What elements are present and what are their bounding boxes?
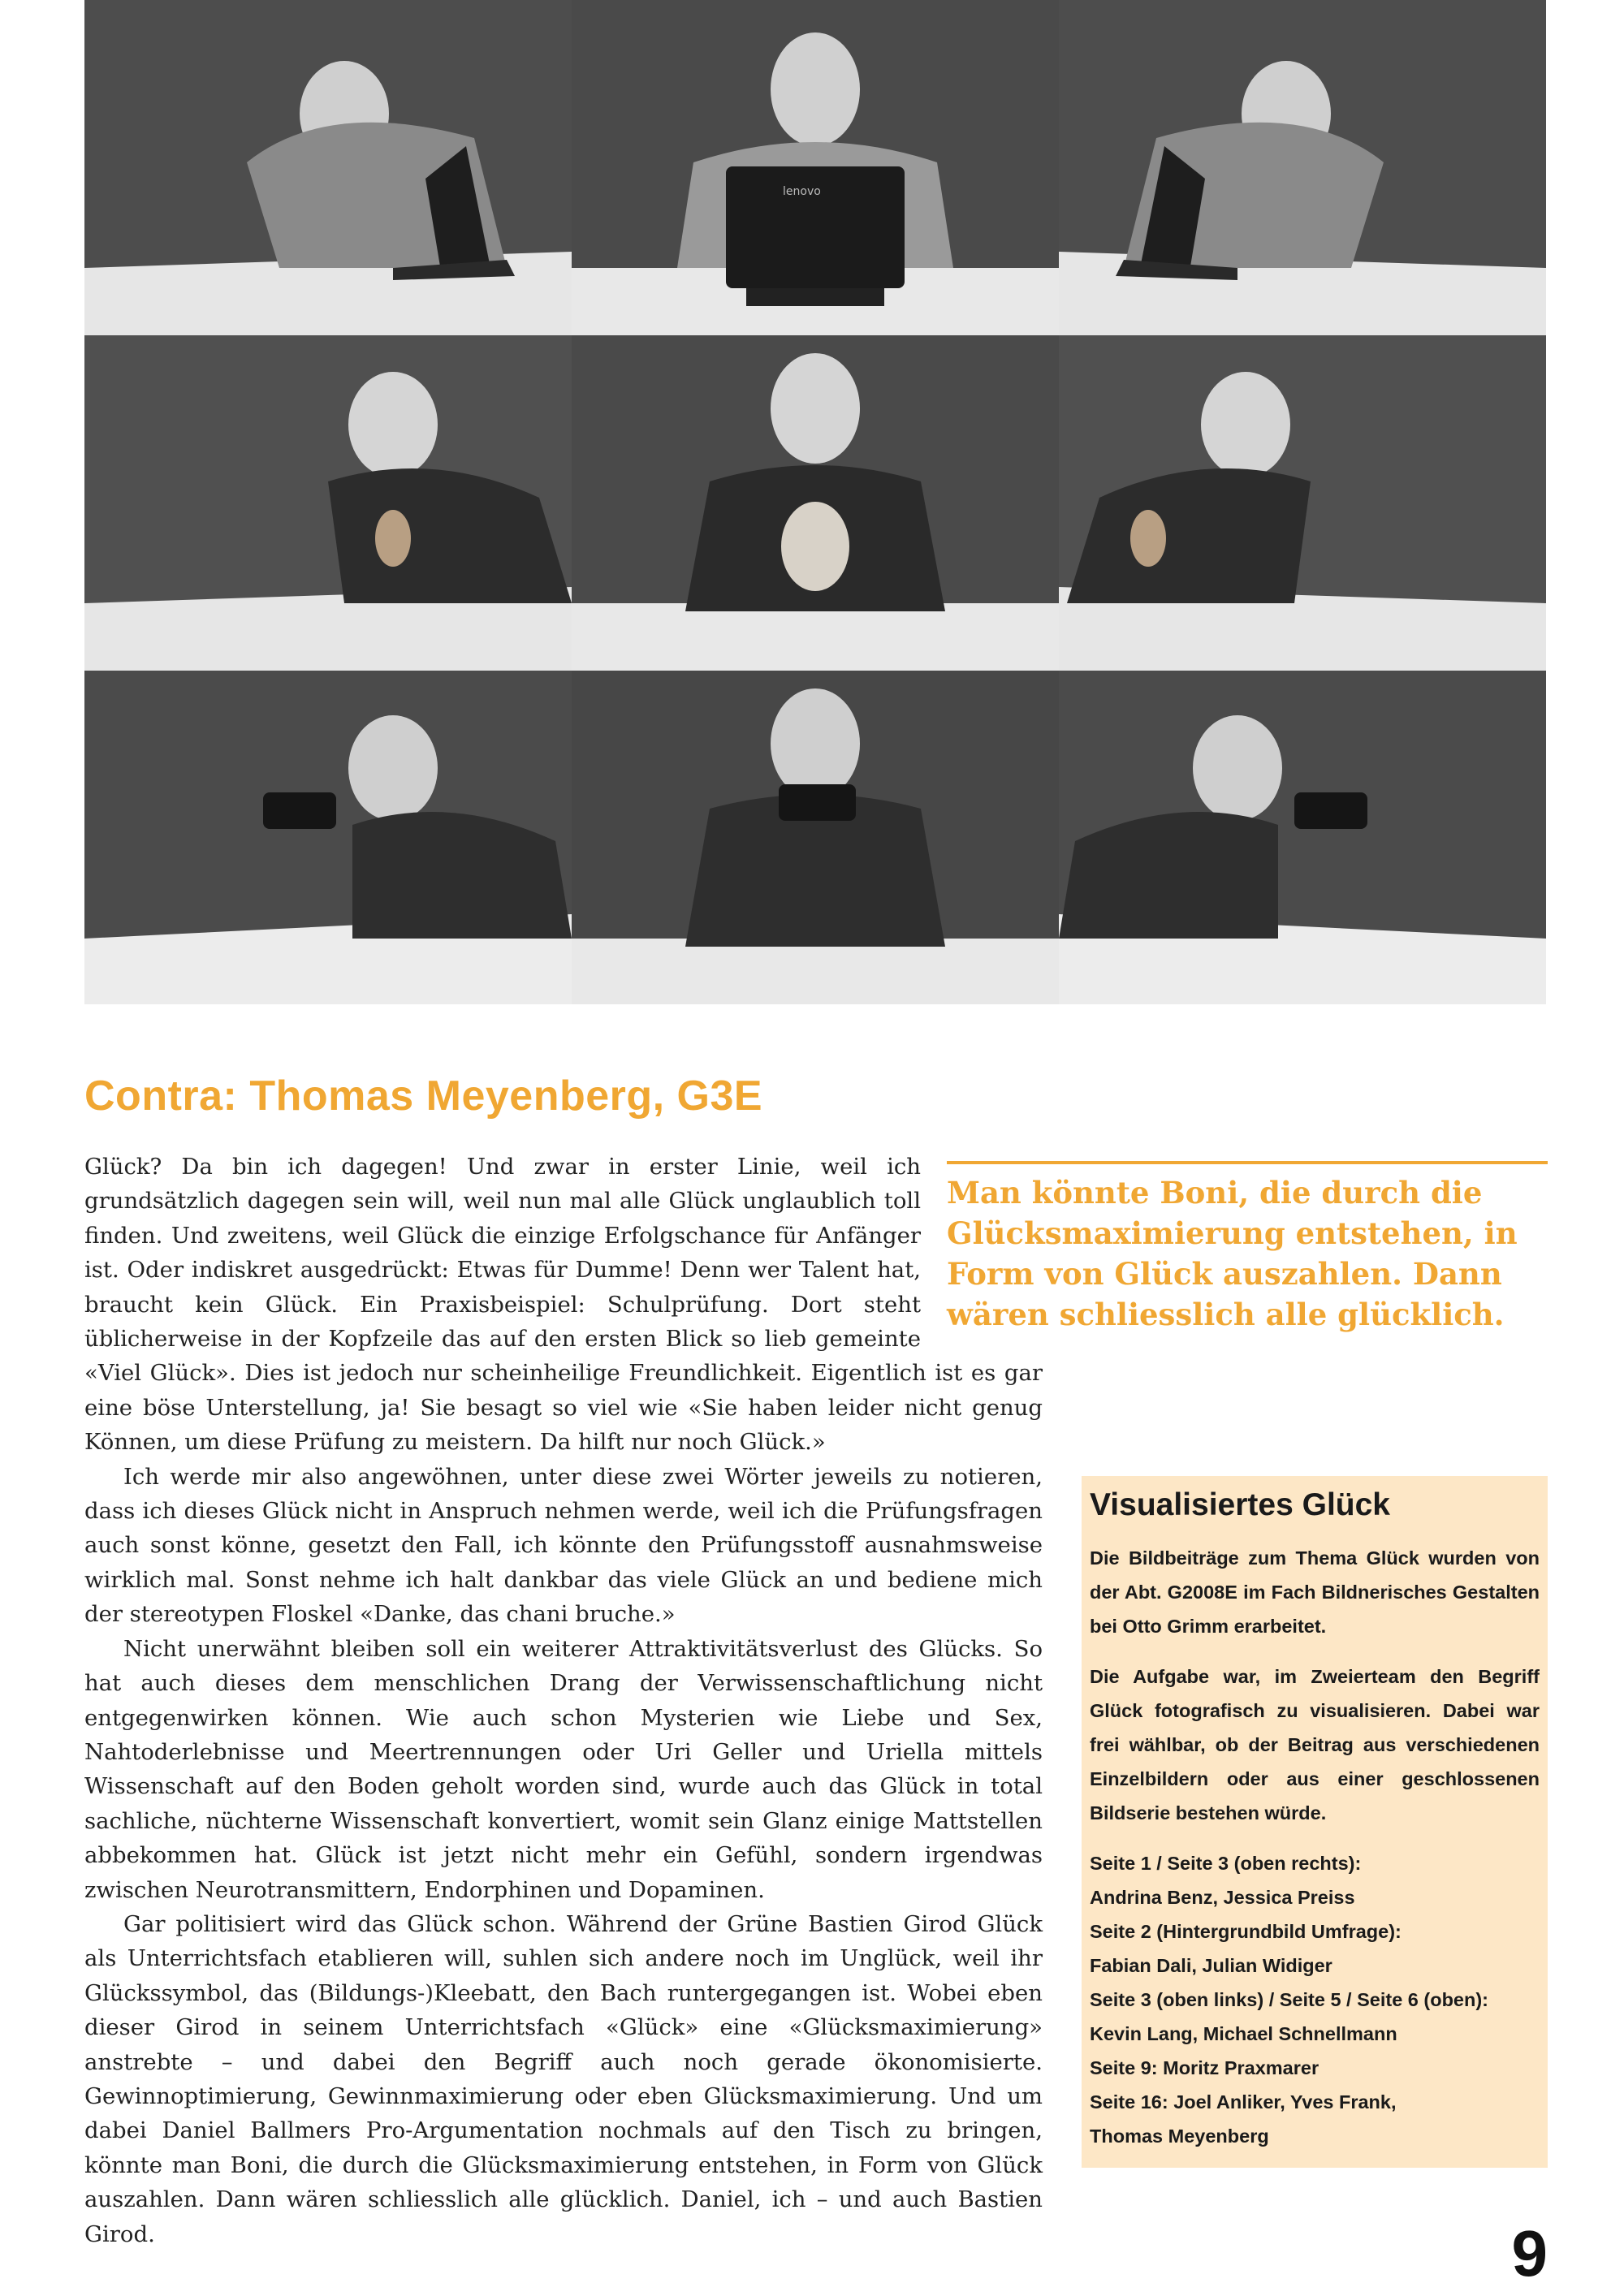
photo-camera-left [84,671,572,1004]
credit-line: Fabian Dali, Julian Widiger [1090,1955,1332,1976]
sidebar-task: Die Aufgabe war, im Zweierteam den Begriff Glück fotografisch zu visualisieren. Dabei war frei wählbar, ob der Beitrag aus verschiedenen Einzelbildern oder aus einer geschlossenen Bildserie bestehen würde. [1090,1666,1540,1823]
photo-camera-center [572,671,1059,1004]
pullquote: Man könnte Boni, die durch die Glücksmaximierung entstehen, in Form von Glück auszahlen. Dann wären schliesslich alle glücklich. [947,1161,1548,1335]
article-paragraph: Nicht unerwähnt bleiben soll ein weiterer Attraktivitätsverlust des Glücks. So hat auch dieses dem menschlichen Drang der Verwissenschaftlichung nicht entgegenwirken können. Wie auch schon Mysterien wie Liebe und Sex, Nahtoderlebnisse und Meertrennungen oder Uri Geller und Uriella mittels Wissenschaft auf den Boden geholt worden sind, wurde auch das Glück in total sachliche, nüchterne Wissenschaft konvertiert, womit sein Glanz einige Mattstellen abbekommen hat. Glück ist jetzt nicht mehr ein Gefühl, sondern irgendwas zwischen Neurotransmittern, Endorphinen und Dopaminen. [84,1635,1043,1903]
credit-line: Seite 1 / Seite 3 (oben rechts): [1090,1853,1362,1874]
photo-grid [84,0,1546,1004]
credit-line: Kevin Lang, Michael Schnellmann [1090,2023,1397,2044]
credit-line: Thomas Meyenberg [1090,2126,1269,2147]
laptop-brand-label: lenovo [783,185,821,198]
photo-bread-left [84,335,572,671]
photo-bread-right [1059,335,1546,671]
article-paragraph: Gar politisiert wird das Glück schon. Während der Grüne Bastien Girod Glück als Unterrichtsfach etablieren will, suhlen sich andere noch im Unglück, weil ihr Glückssymbol, das (Bildungs-)Kleebatt, den Bach runtergegangen ist. Wobei eben dieser Girod in seinem Unterrichtsfach «Glück» eine «Glücksmaximierung» anstrebte – und dabei den Begriff auch noch gerade ökonomisierte. Gewinnoptimierung, Gewinnmaximierung oder eben Glücksmaximierung. Und um dabei Daniel Ballmers Pro-Argumentation nochmals auf den Tisch zu bringen, könnte man Boni, die durch die Glücksmaximierung entstehen, in Form von Glück auszahlen. Dann wären schliesslich alle glücklich. Daniel, ich – und auch Bastien Girod. [84,1910,1043,2247]
credit-line: Seite 2 (Hintergrundbild Umfrage): [1090,1921,1402,1942]
credit-line: Seite 3 (oben links) / Seite 5 / Seite 6 (oben): [1090,1989,1489,2010]
credit-line: Seite 16: Joel Anliker, Yves Frank, [1090,2091,1397,2113]
photo-laptop-left [84,0,572,335]
photo-bread-center [572,335,1059,671]
page-number: 9 [1511,2217,1548,2290]
article-title: Contra: Thomas Meyenberg, G3E [84,1072,763,1120]
article-body [84,1150,1043,2251]
photo-laptop-right [1059,0,1546,335]
photo-camera-right [1059,671,1546,1004]
sidebar-credits [1090,1846,1540,2153]
photo-laptop-center [572,0,1059,335]
credit-line: Andrina Benz, Jessica Preiss [1090,1887,1355,1908]
article-paragraph: Ich werde mir also angewöhnen, unter diese zwei Wörter jeweils zu notieren, dass ich dieses Glück nicht in Anspruch nehmen werde, weil ich die Prüfungsfragen auch sonst könne, gesetzt den Fall, ich könnte den Prüfungsstoff ausnahmsweise wirklich mal. Sonst nehme ich halt dankbar das viele Glück an und bediene mich der stereotypen Floskel «Danke, das chani bruche.» [84,1463,1043,1628]
pullquote-spacer [921,1150,1043,1354]
credit-line: Seite 9: Moritz Praxmarer [1090,2057,1320,2078]
sidebar-heading: Visualisiertes Glück [1090,1487,1390,1522]
sidebar-intro: Die Bildbeiträge zum Thema Glück wurden von der Abt. G2008E im Fach Bildnerisches Gestalten bei Otto Grimm erarbeitet. [1090,1547,1540,1637]
article-paragraph: Glück? Da bin ich dagegen! Und zwar in erster Linie, weil ich grundsätzlich dagegen sein will, weil nun mal alle Glück unglaublich toll finden. Und zweitens, weil Glück die einzige Erfolgschance für Anfänger ist. Oder indiskret ausgedrückt: Etwas für Dumme! Denn wer Talent hat, braucht kein Glück. Ein Praxisbeispiel: Schulprüfung. Dort steht üblicherweise in der Kopfzeile das auf den ersten Blick so lieb gemeinte «Viel Glück». Dies ist jedoch nur scheinheilige Freundlichkeit. Eigentlich ist es gar eine böse Unterstellung, ja! Sie besagt so viel wie «Sie haben leider nicht genug Können, um diese Prüfung zu meistern. Da hilft nur noch Glück.» [84,1154,1043,1456]
sidebar-box [1082,1476,1548,2168]
